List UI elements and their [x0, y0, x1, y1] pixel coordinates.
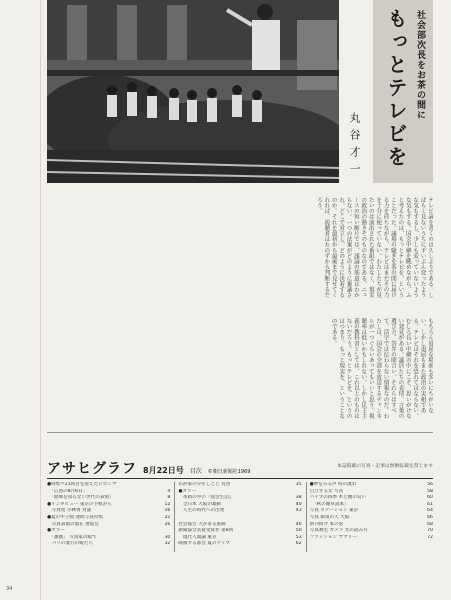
contents-entry — [47, 515, 170, 522]
divider — [47, 432, 433, 433]
entry-page: 60 — [427, 495, 433, 501]
entry-page — [300, 489, 302, 496]
contents-entry — [310, 508, 433, 515]
contents-table — [47, 482, 433, 552]
entry-title: 「広島の8月6日」 — [47, 488, 88, 494]
contents-entry — [178, 541, 301, 548]
body-text-lower: もちろん退屈な場面も多いにちがいない。しかし退屈もまた政治の実相である。テレビはそれを恐れてはならない。むしろ長い中継の中にこそ、思いがけない発見がある。議員たちの表情、言葉の選び方、答弁の間合い。それらはすべて、活字では伝わらない情報なのだ。わたしは、国会の全部を放送するチャンネルが一つぐらいあってもいいと思う。視聴率は低いかもしれない。しかし民主主義の教科書としては、これ以上のものはないだろう。もっとテレビを、というのはつまり、もっと現実を、ということなのである。 — [330, 318, 433, 419]
entry-page: 62 — [295, 541, 302, 547]
entry-page: 12 — [164, 501, 171, 507]
article-author: 丸谷才一 — [348, 112, 361, 180]
contents-header — [47, 458, 433, 478]
entry-title: 映画する都会 夏のアップ — [178, 541, 230, 547]
article-body-upper — [47, 197, 433, 303]
issue-date: 8月22日号 — [143, 466, 184, 475]
entry-title: ●夏の甲子園 連続写真特集 — [47, 514, 104, 520]
magazine-title: アサヒグラフ — [47, 461, 137, 477]
article-photo — [47, 0, 339, 183]
contents-entry — [47, 535, 170, 542]
entry-title: 「秋の雑草読本」 — [309, 501, 349, 507]
contents-entry — [178, 482, 301, 489]
entry-title: 現代人間論 東京 — [178, 534, 217, 540]
entry-page: 66 — [427, 514, 433, 520]
contents-entry — [47, 522, 170, 529]
entry-title: 人生の時代への出発 — [178, 508, 225, 514]
contents-entry — [178, 495, 301, 502]
entry-page: 40 — [295, 501, 302, 507]
entry-page: 30 — [164, 534, 171, 540]
contents-entry — [310, 489, 433, 496]
entry-title — [178, 515, 183, 522]
entry-title: ●カラー — [47, 528, 65, 534]
entry-title: 新聞協会長賞受賞作 第8回 — [178, 528, 234, 534]
entry-page: 50 — [295, 528, 302, 534]
page-number: 34 — [6, 586, 13, 592]
entry-page — [168, 482, 170, 489]
entry-title: 写真教室 カメラ 光の読み方 — [309, 528, 368, 534]
entry-page — [300, 515, 302, 522]
entry-page — [168, 528, 170, 535]
entry-title: 写真 街角の人 大阪 — [309, 514, 350, 520]
entry-page: 8 — [167, 495, 171, 501]
gutter-line — [40, 0, 41, 600]
entry-page: 43 — [295, 508, 302, 514]
contents-entry — [310, 482, 433, 489]
entry-title: パイプの四季 木と煙の匂い — [309, 495, 367, 501]
contents-entry — [47, 482, 170, 489]
entry-title: 写真表現の現在 展覧会 — [47, 521, 99, 527]
article-body-lower — [47, 318, 433, 422]
entry-page: 72 — [427, 534, 433, 540]
entry-page: 53 — [295, 534, 302, 540]
entry-title: 自立する女 写真 — [309, 488, 344, 494]
entry-title: 写真 ステーション 東京 — [309, 508, 359, 514]
entry-page: 46 — [295, 521, 302, 527]
body-text-upper: テレビ論を書くのは久しぶりである。しばらく見ないうちにずいぶん変ったような気もするし、少しも変っていないような気もする。国会中継を眺めながら、ふと考えたのは、もっとテレビを、ということだった。議場の騒ぎを茶の間に届ける力を持ちながら、テレビはまだその力を十分に使っていない。わたしたちが見たいのは演出された番組ではなく、現実の政治の動きそのものなのである。ニュースの短い断片では、議論の筋道はわからない。一つの法案がどのように審議され、どこで対立し、どのように決着するのか。それを最初から最後まで見せてくれれば、視聴者はおのずから判断するだろう。 — [315, 197, 433, 298]
entry-title: 新刊紹介 本の窓 — [309, 521, 344, 527]
entry-title: 全日本 大阪の暴動 — [178, 501, 222, 507]
entry-title: ●特集＝23回目を迎えたヒロシマ — [47, 482, 117, 487]
contents-column-3 — [306, 482, 433, 552]
entry-title: 社会報告 大かまる旅路 — [178, 521, 226, 527]
article-headline: もっとテレビを — [384, 8, 408, 169]
entry-page: 61 — [427, 501, 433, 507]
entry-page: 38 — [295, 495, 302, 501]
entry-title: わが家の少年しごと 丸谷 — [178, 482, 231, 487]
entry-title: ●インタビュー 東京の手紙から — [47, 501, 113, 507]
contents-entry — [47, 541, 170, 548]
contents-entry — [178, 508, 301, 515]
copyright: ©朝日新聞社1969 — [207, 469, 251, 475]
reprint-notice: 本誌掲載の写真・記事は無断転載を禁じます — [337, 464, 433, 469]
entry-title: パリの流行の娘たち — [47, 541, 93, 547]
entry-page: 64 — [427, 508, 433, 514]
contents-entry — [178, 528, 301, 535]
contents-entry — [310, 522, 433, 529]
entry-page: 56 — [427, 482, 433, 487]
entry-page: 16 — [164, 508, 171, 514]
contents-entry — [47, 502, 170, 509]
headline-panel — [373, 0, 433, 183]
divider — [47, 478, 433, 479]
entry-title: 革新の中の『国会生活』 — [178, 495, 234, 501]
contents-entry — [47, 489, 170, 496]
article-kicker: 社会部次長をお茶の間に — [415, 10, 425, 120]
contents-entry — [310, 528, 433, 535]
contents-column-1 — [47, 482, 170, 552]
entry-page: 58 — [427, 488, 433, 494]
photo-illustration — [47, 0, 339, 183]
contents-entry — [178, 515, 301, 522]
contents-entry — [178, 489, 301, 496]
contents-entry — [47, 508, 170, 515]
entry-page: 22 — [164, 514, 171, 520]
entry-title: 「原爆を知らない世代の表情」 — [47, 495, 114, 501]
entry-title: 「薔薇」 写真家の眼で — [47, 534, 97, 540]
entry-title: 写真集 小林勇 対談 — [47, 508, 92, 514]
entry-page: 35 — [295, 482, 302, 487]
contents-entry — [310, 535, 433, 542]
entry-title: ●夢をみる声 時の流れ — [309, 482, 357, 487]
entry-page: 26 — [164, 521, 171, 527]
contents-entry — [178, 522, 301, 529]
entry-page: 68 — [427, 521, 433, 527]
contents-entry — [47, 528, 170, 535]
contents-entry — [310, 502, 433, 509]
entry-page: 4 — [167, 488, 171, 494]
entry-page: 32 — [164, 541, 171, 547]
entry-title: ファッション サマリー — [309, 534, 357, 540]
contents-label: 目次 — [189, 468, 202, 475]
contents-entry — [310, 515, 433, 522]
contents-entry — [47, 495, 170, 502]
contents-entry — [178, 502, 301, 509]
entry-page: 70 — [427, 528, 433, 534]
entry-title: ●カラー — [178, 488, 197, 494]
contents-entry — [178, 535, 301, 542]
contents-entry — [310, 495, 433, 502]
contents-column-2 — [174, 482, 301, 552]
